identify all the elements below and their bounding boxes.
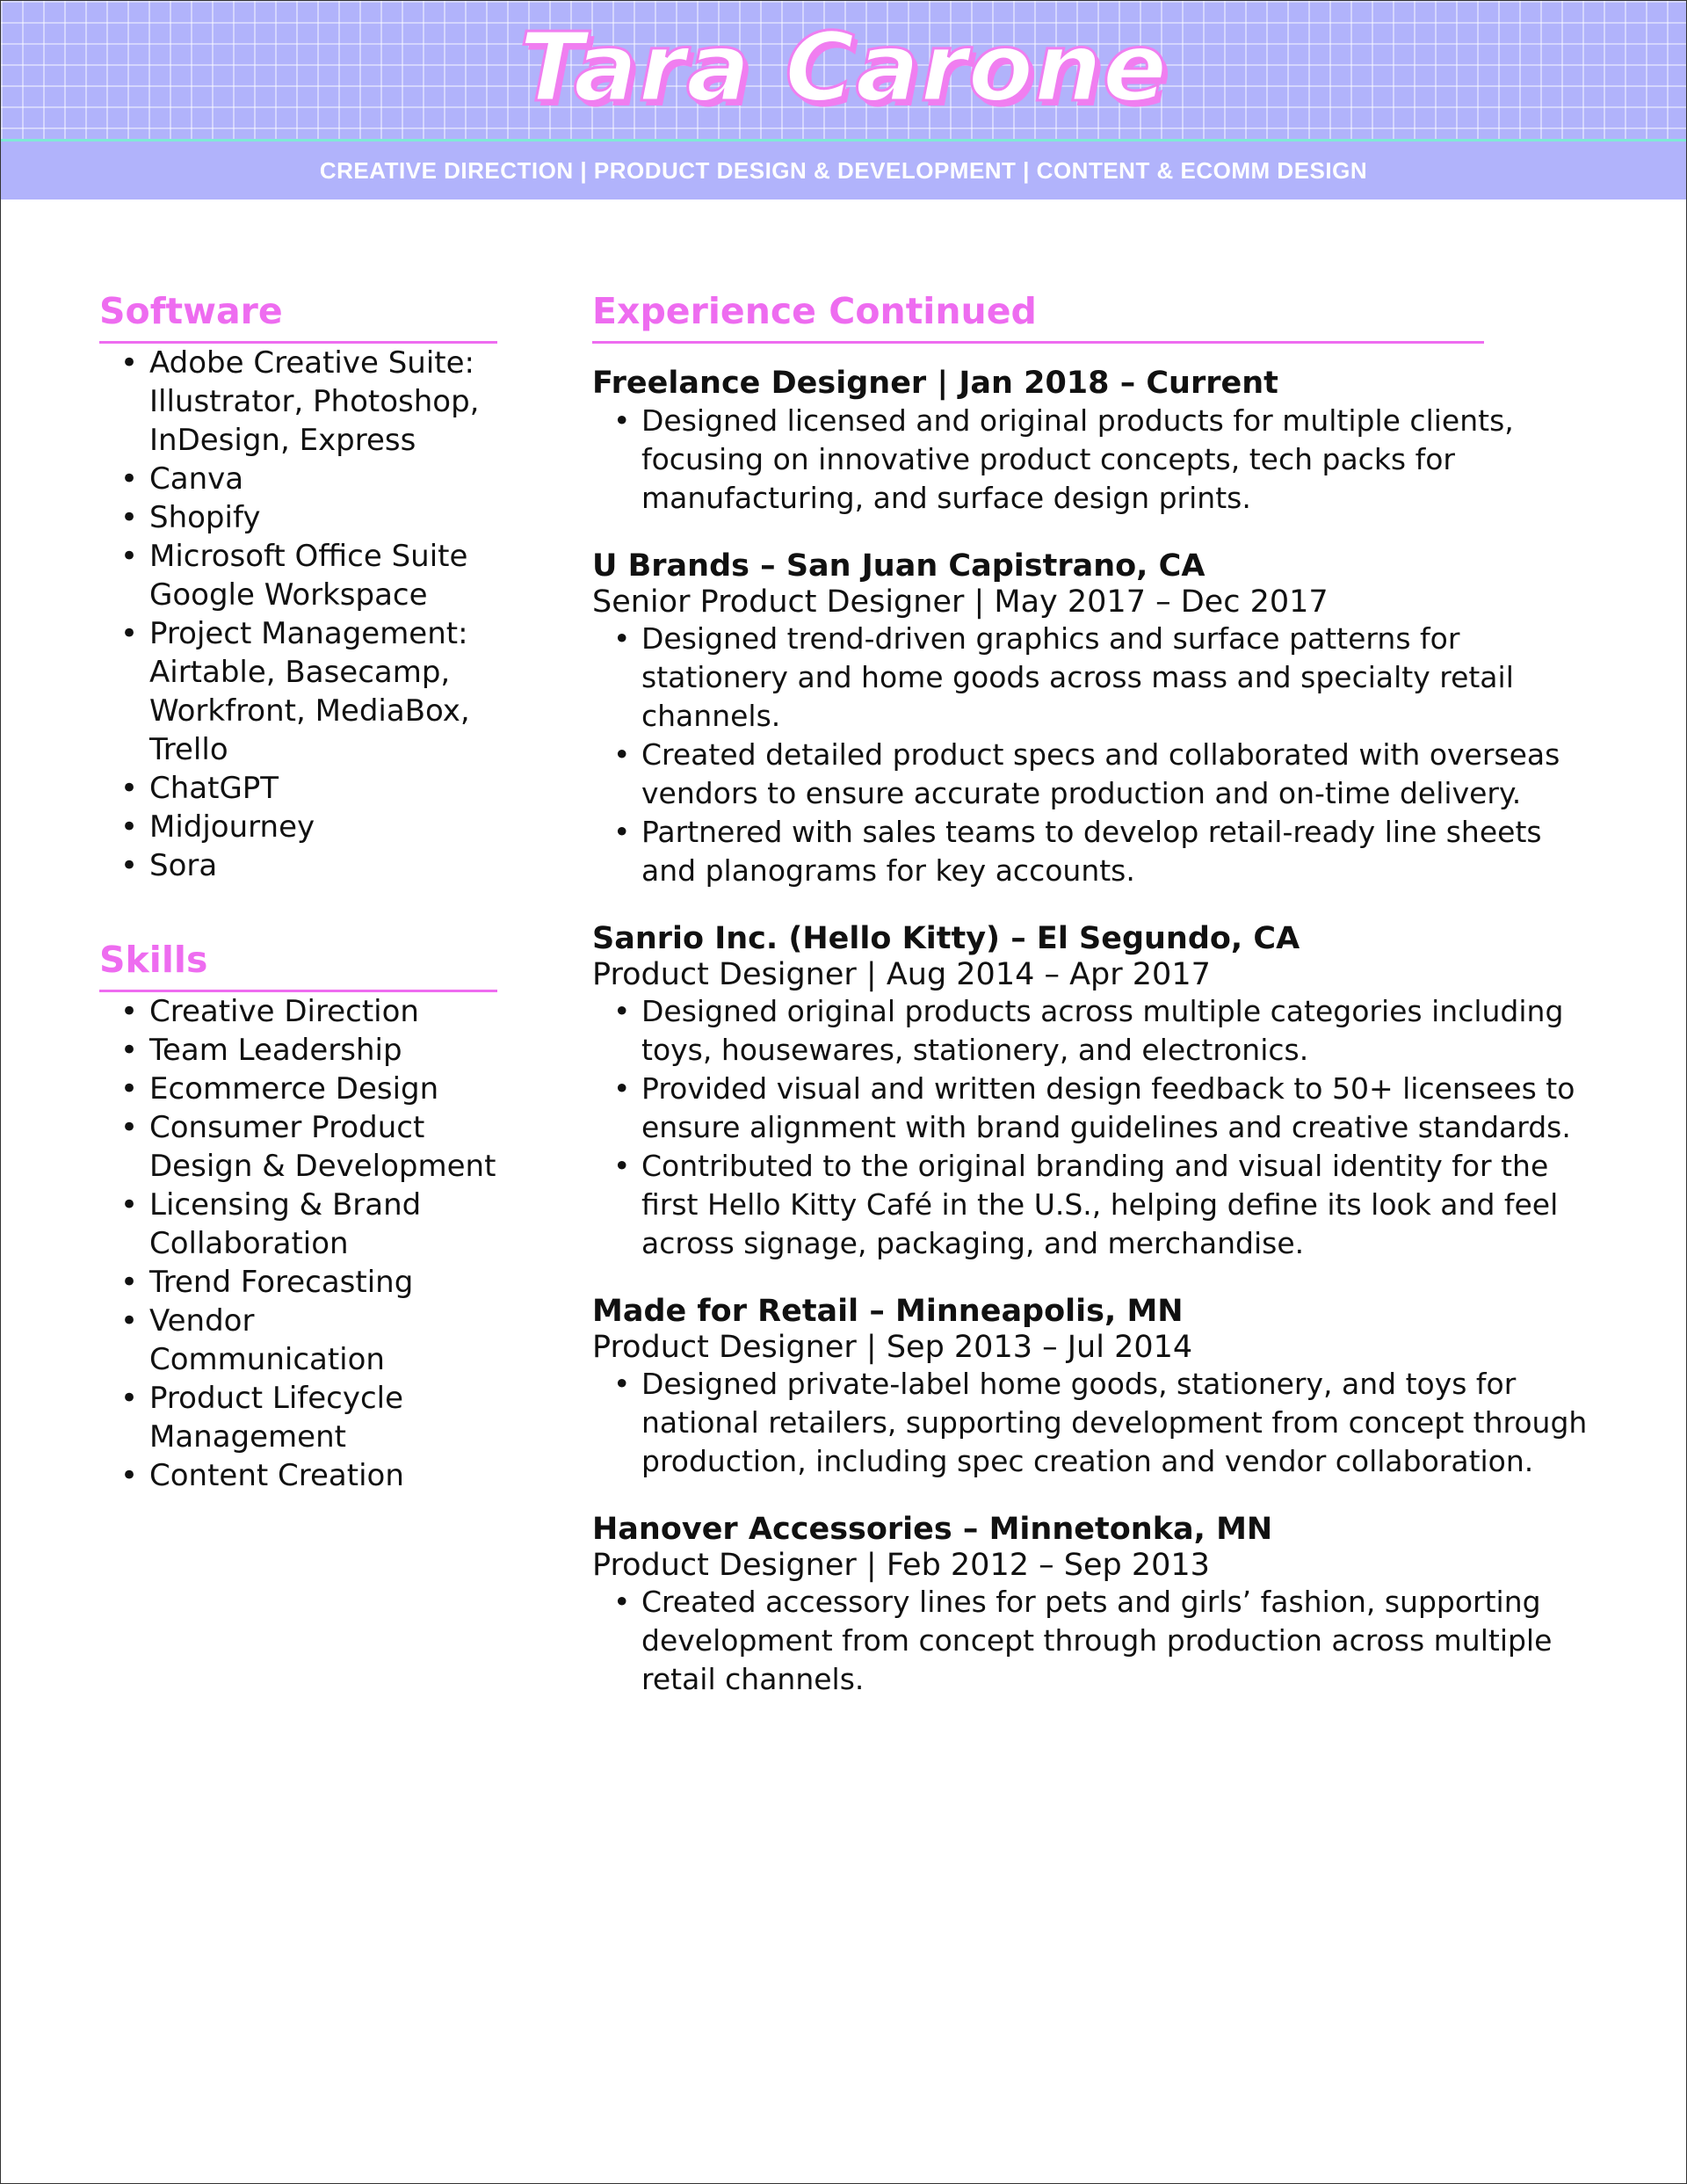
list-item: • Adobe Creative Suite: Illustrator, Photoshop, InDesign, Express bbox=[99, 344, 497, 460]
job-entry bbox=[592, 365, 1594, 518]
list-item: • Trend Forecasting bbox=[99, 1263, 497, 1302]
job-entry bbox=[592, 1293, 1594, 1481]
list-item: • Designed licensed and original products for multiple clients, focusing on innovative product concepts, tech packs for manufacturing, and surface design prints. bbox=[592, 402, 1594, 518]
list-item: • Contributed to the original branding and visual identity for the first Hello Kitty Café in the U.S., helping define its look and feel across signage, packaging, and merchandise. bbox=[592, 1147, 1594, 1263]
job-heading: Made for Retail – Minneapolis, MN bbox=[592, 1294, 1184, 1329]
job-entry bbox=[592, 1511, 1594, 1699]
list-item: • Product Lifecycle Management bbox=[99, 1379, 497, 1456]
list-item: • Ecommerce Design bbox=[99, 1070, 497, 1108]
software-list bbox=[99, 344, 497, 885]
job-entry bbox=[592, 548, 1594, 890]
list-item: • Licensing & Brand Collaboration bbox=[99, 1186, 497, 1263]
list-item: • Content Creation bbox=[99, 1456, 497, 1495]
list-item: • Canva bbox=[99, 460, 497, 498]
list-item: • Provided visual and written design feedback to 50+ licensees to ensure alignment with brand guidelines and creative standards. bbox=[592, 1070, 1594, 1147]
job-heading: Freelance Designer | Jan 2018 – Current bbox=[592, 366, 1278, 401]
experience-title: Experience Continued bbox=[592, 287, 1484, 344]
job-bullets bbox=[592, 1365, 1594, 1481]
list-item: • Midjourney bbox=[99, 808, 497, 846]
header-banner bbox=[1, 1, 1686, 139]
tagline-bar bbox=[1, 141, 1686, 200]
list-item: • Team Leadership bbox=[99, 1031, 497, 1070]
job-heading: Hanover Accessories – Minnetonka, MN bbox=[592, 1512, 1273, 1547]
list-item: • Designed private-label home goods, stationery, and toys for national retailers, supporting development from concept through production, including spec creation and vendor collaboration. bbox=[592, 1365, 1594, 1481]
right-column bbox=[592, 287, 1594, 1699]
list-item: • Designed trend-driven graphics and surface patterns for stationery and home goods across mass and specialty retail channels. bbox=[592, 620, 1594, 736]
job-heading: U Brands – San Juan Capistrano, CA bbox=[592, 548, 1206, 584]
list-item: • Consumer Product Design & Development bbox=[99, 1108, 497, 1186]
job-bullets bbox=[592, 1583, 1594, 1699]
job-heading: Sanrio Inc. (Hello Kitty) – El Segundo, CA bbox=[592, 921, 1300, 956]
list-item: • Project Management: Airtable, Basecamp, Workfront, MediaBox, Trello bbox=[99, 614, 497, 769]
skills-list bbox=[99, 992, 497, 1495]
job-subheading: Product Designer | Sep 2013 – Jul 2014 bbox=[592, 1330, 1193, 1365]
software-title: Software bbox=[99, 287, 497, 344]
list-item: • Created detailed product specs and collaborated with overseas vendors to ensure accurate production and on-time delivery. bbox=[592, 736, 1594, 813]
job-bullets bbox=[592, 620, 1594, 890]
list-item: • Created accessory lines for pets and girls’ fashion, supporting development from concept through production across multiple retail channels. bbox=[592, 1583, 1594, 1699]
candidate-name: Tara Carone bbox=[518, 13, 1169, 123]
tagline: CREATIVE DIRECTION | PRODUCT DESIGN & DEVELOPMENT | CONTENT & ECOMM DESIGN bbox=[319, 157, 1368, 184]
job-subheading: Senior Product Designer | May 2017 – Dec 2017 bbox=[592, 584, 1329, 620]
list-item: • Microsoft Office Suite Google Workspace bbox=[99, 537, 497, 614]
list-item: • Vendor Communication bbox=[99, 1302, 497, 1379]
skills-title: Skills bbox=[99, 935, 497, 992]
job-subheading: Product Designer | Aug 2014 – Apr 2017 bbox=[592, 957, 1211, 992]
list-item: • Partnered with sales teams to develop retail-ready line sheets and planograms for key accounts. bbox=[592, 813, 1594, 890]
list-item: • Creative Direction bbox=[99, 992, 497, 1031]
job-subheading: Product Designer | Feb 2012 – Sep 2013 bbox=[592, 1548, 1210, 1583]
left-column bbox=[99, 287, 497, 1495]
list-item: • Shopify bbox=[99, 498, 497, 537]
job-bullets bbox=[592, 402, 1594, 518]
job-entry bbox=[592, 920, 1594, 1263]
job-bullets bbox=[592, 992, 1594, 1263]
list-item: • ChatGPT bbox=[99, 769, 497, 808]
list-item: • Designed original products across multiple categories including toys, housewares, stationery, and electronics. bbox=[592, 992, 1594, 1070]
list-item: • Sora bbox=[99, 846, 497, 885]
